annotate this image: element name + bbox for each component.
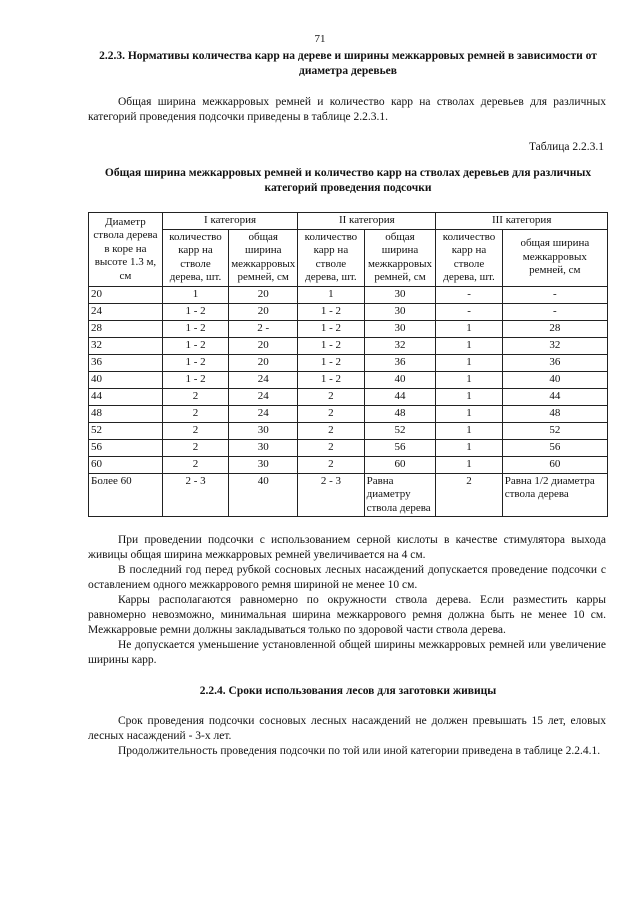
value-cell: 1 - 2: [162, 354, 228, 371]
table-row: [89, 439, 608, 456]
diameter-cell: 44: [89, 388, 163, 405]
value-cell: 1: [436, 422, 502, 439]
value-cell: -: [502, 303, 607, 320]
value-cell: 1: [436, 320, 502, 337]
diameter-cell: 52: [89, 422, 163, 439]
value-cell: 1 - 2: [298, 320, 364, 337]
value-cell: 56: [364, 439, 436, 456]
diameter-cell: 60: [89, 456, 163, 473]
value-cell: 1: [436, 388, 502, 405]
header-width-1: общая ширина межкарровых ремней, см: [229, 229, 298, 286]
section-2-2-4-title: 2.2.4. Сроки использования лесов для заготовки живицы: [199, 685, 497, 697]
value-cell: Равна 1/2 диаметра ствола дерева: [502, 473, 607, 517]
table-row: [89, 456, 608, 473]
value-cell: 2: [298, 388, 364, 405]
table-row: [89, 422, 608, 439]
diameter-cell: 56: [89, 439, 163, 456]
value-cell: 24: [229, 388, 298, 405]
table-row: [89, 405, 608, 422]
value-cell: 1 - 2: [162, 337, 228, 354]
table-row: [89, 286, 608, 303]
header-diameter: Диаметр ствола дерева в коре на высоте 1.3 м, см: [89, 213, 163, 287]
diameter-cell: 20: [89, 286, 163, 303]
value-cell: 36: [502, 354, 607, 371]
value-cell: 44: [364, 388, 436, 405]
paragraph-duration-category: Продолжительность проведения подсочки по той или иной категории приведена в таблице 2.2.4.1.: [118, 745, 601, 757]
value-cell: -: [436, 286, 502, 303]
intro-paragraph: Общая ширина межкарровых ремней и количество карр на стволах деревьев для различных категорий проведения подсочки приведены в таблице 2.2.3.1.: [88, 96, 606, 123]
value-cell: 2: [298, 456, 364, 473]
header-width-2: общая ширина межкарровых ремней, см: [364, 229, 436, 286]
value-cell: 30: [229, 439, 298, 456]
paragraph-no-reduction: Не допускается уменьшение установленной общей ширины межкарровых ремней или увеличение ширины карр.: [88, 639, 606, 666]
value-cell: 48: [364, 405, 436, 422]
value-cell: 24: [229, 405, 298, 422]
norms-table: [88, 212, 608, 517]
section-title: 2.2.3. Нормативы количества карр на дереве и ширины межкарровых ремней в зависимости от диаметра деревьев: [99, 50, 597, 77]
table-row: [89, 303, 608, 320]
page-number: 71: [314, 33, 326, 45]
value-cell: 60: [364, 456, 436, 473]
value-cell: 30: [364, 303, 436, 320]
value-cell: 48: [502, 405, 607, 422]
value-cell: 20: [229, 286, 298, 303]
value-cell: 1 - 2: [298, 371, 364, 388]
value-cell: 40: [364, 371, 436, 388]
table-label: Таблица 2.2.3.1: [528, 141, 604, 153]
paragraph-duration-limit: Срок проведения подсочки сосновых лесных насаждений не должен превышать 15 лет, еловых лесных насаждений - 3-х лет.: [88, 715, 606, 742]
value-cell: 1: [436, 456, 502, 473]
value-cell: 44: [502, 388, 607, 405]
header-count-1: количество карр на стволе дерева, шт.: [162, 229, 228, 286]
header-width-3: общая ширина межкарровых ремней, см: [502, 229, 607, 286]
value-cell: 30: [364, 286, 436, 303]
value-cell: 1: [436, 354, 502, 371]
value-cell: 52: [502, 422, 607, 439]
value-cell: 2: [162, 439, 228, 456]
value-cell: 30: [229, 422, 298, 439]
value-cell: Равна диаметру ствола дерева: [364, 473, 436, 517]
header-category-2: II категория: [298, 213, 436, 230]
value-cell: 36: [364, 354, 436, 371]
value-cell: 2: [436, 473, 502, 517]
diameter-cell: Более 60: [89, 473, 163, 517]
value-cell: 1: [436, 371, 502, 388]
table-row: [89, 371, 608, 388]
value-cell: 28: [502, 320, 607, 337]
value-cell: 1 - 2: [298, 354, 364, 371]
diameter-cell: 28: [89, 320, 163, 337]
value-cell: 2: [162, 405, 228, 422]
value-cell: 1 - 2: [162, 371, 228, 388]
value-cell: 2: [162, 388, 228, 405]
value-cell: 1: [162, 286, 228, 303]
diameter-cell: 36: [89, 354, 163, 371]
value-cell: 1: [436, 439, 502, 456]
diameter-cell: 32: [89, 337, 163, 354]
table-row: [89, 354, 608, 371]
value-cell: 1 - 2: [162, 303, 228, 320]
value-cell: 1: [436, 405, 502, 422]
paragraph-sulfuric-acid: При проведении подсочки с использованием серной кислоты в качестве стимулятора выхода живицы общая ширина межкарровых ремней увеличивается на 4 см.: [88, 534, 606, 561]
value-cell: 32: [502, 337, 607, 354]
diameter-cell: 24: [89, 303, 163, 320]
table-row: [89, 320, 608, 337]
value-cell: 1: [436, 337, 502, 354]
value-cell: 1 - 2: [162, 320, 228, 337]
value-cell: 1 - 2: [298, 337, 364, 354]
header-category-3: III категория: [436, 213, 608, 230]
table-body: [89, 286, 608, 517]
value-cell: 2: [162, 422, 228, 439]
paragraph-placement: Карры располагаются равномерно по окружности ствола дерева. Если разместить карры равномерно невозможно, минимальная ширина межкаррового ремня должна быть не менее 10 см. Межкарровые ремни должны закладываться только по здоровой части ствола дерева.: [88, 594, 606, 636]
header-count-2: количество карр на стволе дерева, шт.: [298, 229, 364, 286]
value-cell: 2: [298, 439, 364, 456]
header-count-3: количество карр на стволе дерева, шт.: [436, 229, 502, 286]
diameter-cell: 48: [89, 405, 163, 422]
value-cell: 40: [229, 473, 298, 517]
value-cell: -: [502, 286, 607, 303]
value-cell: 24: [229, 371, 298, 388]
header-category-1: I категория: [162, 213, 297, 230]
value-cell: 2: [298, 422, 364, 439]
value-cell: 52: [364, 422, 436, 439]
value-cell: 2: [162, 456, 228, 473]
value-cell: 20: [229, 354, 298, 371]
value-cell: 30: [229, 456, 298, 473]
value-cell: 40: [502, 371, 607, 388]
paragraph-last-year: В последний год перед рубкой сосновых лесных насаждений допускается проведение подсочки с оставлением одного межкаррового ремня шириной не менее 10 см.: [88, 564, 606, 591]
value-cell: 1 - 2: [298, 303, 364, 320]
value-cell: 56: [502, 439, 607, 456]
table-row: [89, 388, 608, 405]
value-cell: 30: [364, 320, 436, 337]
value-cell: 32: [364, 337, 436, 354]
value-cell: 20: [229, 303, 298, 320]
table-title: Общая ширина межкарровых ремней и количество карр на стволах деревьев для различных категорий проведения подсочки: [104, 167, 592, 194]
value-cell: 1: [298, 286, 364, 303]
value-cell: 20: [229, 337, 298, 354]
value-cell: 60: [502, 456, 607, 473]
diameter-cell: 40: [89, 371, 163, 388]
value-cell: 2 -: [229, 320, 298, 337]
value-cell: 2 - 3: [162, 473, 228, 517]
table-row: [89, 337, 608, 354]
table-row-last: [89, 473, 608, 517]
value-cell: 2 - 3: [298, 473, 364, 517]
value-cell: -: [436, 303, 502, 320]
value-cell: 2: [298, 405, 364, 422]
